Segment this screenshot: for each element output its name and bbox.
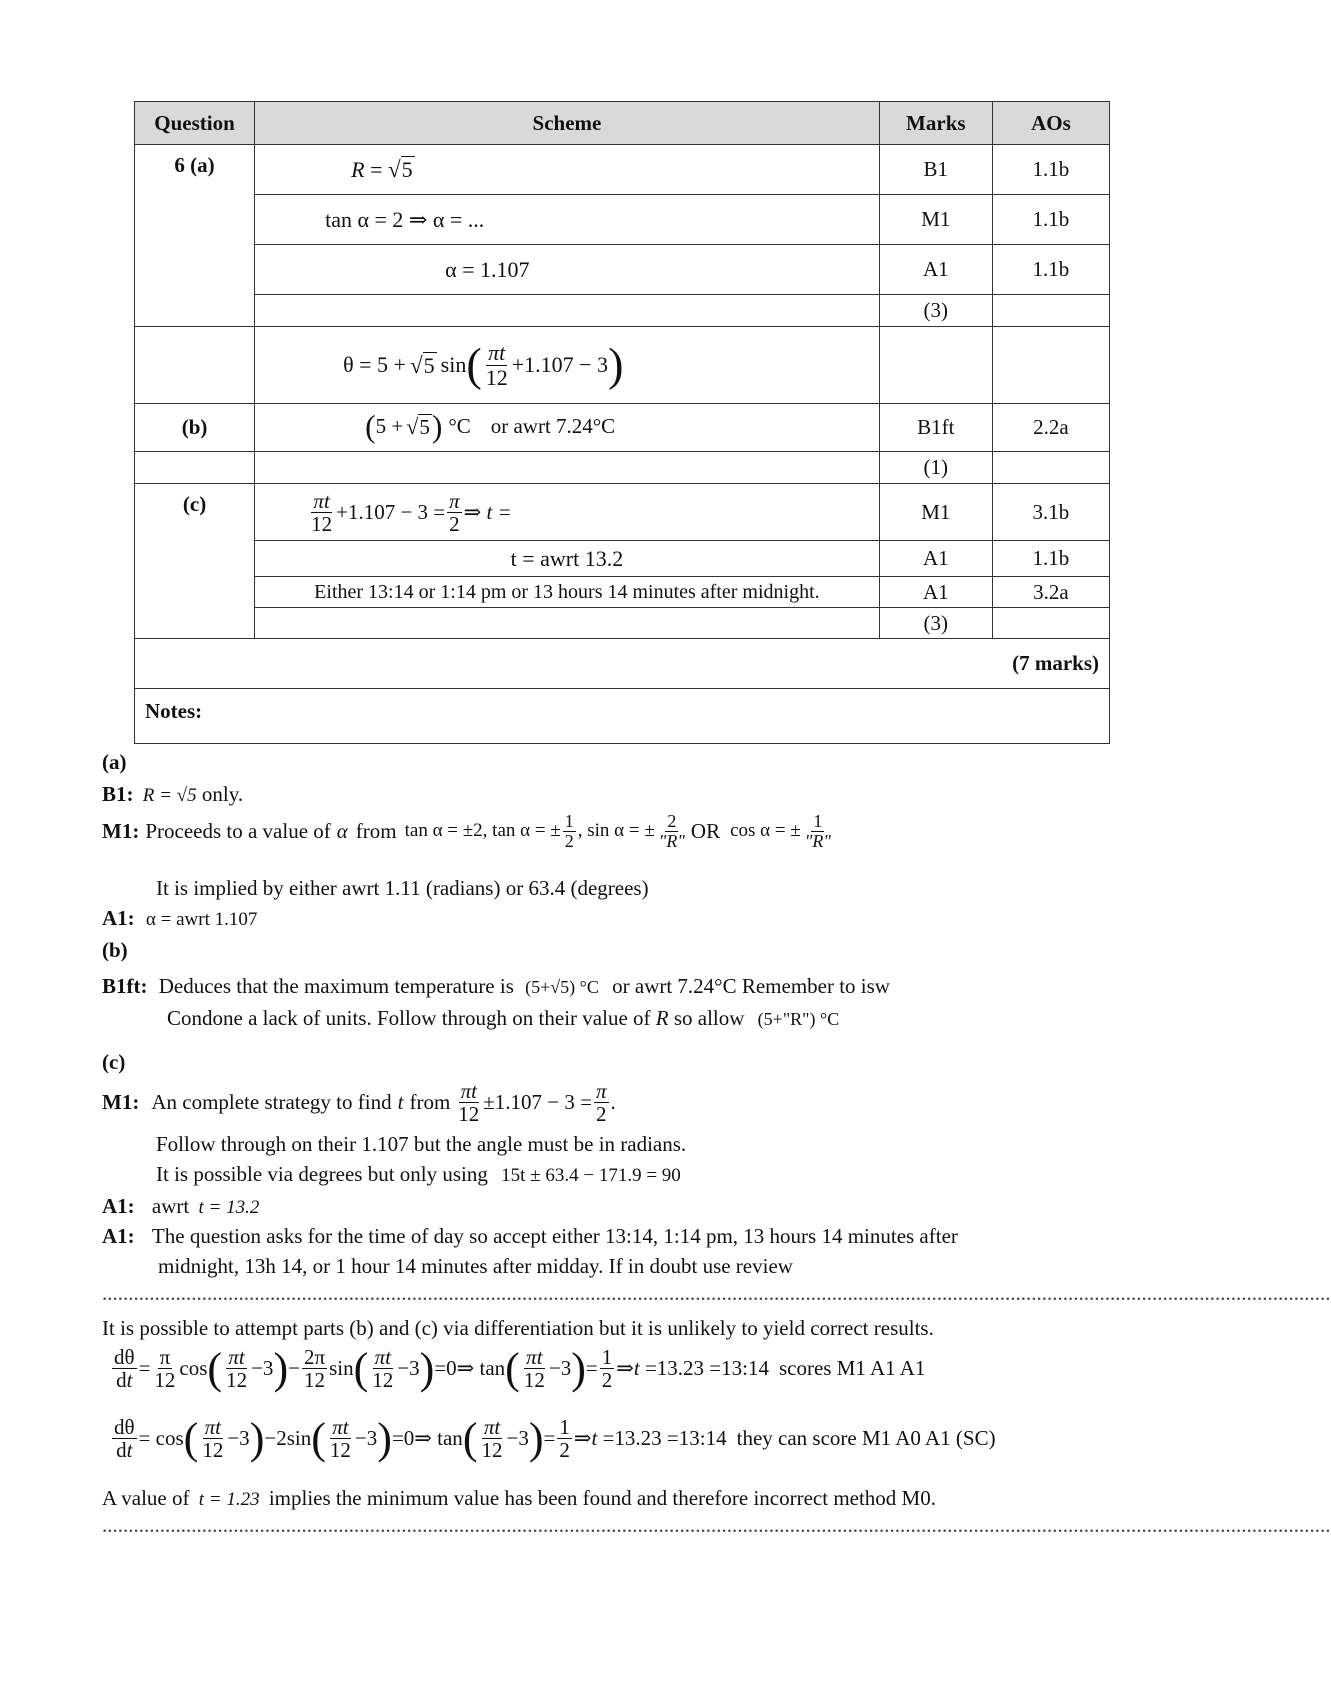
ao-3: 1.1b: [992, 245, 1109, 295]
mark-a1: A1: [879, 245, 992, 295]
scheme-tan-alpha: tan α = 2 ⇒ α = ...: [255, 195, 880, 245]
mark-a1-c2: A1: [879, 577, 992, 608]
ao-5: 3.1b: [992, 484, 1109, 541]
note-b1ft-line2: Condone a lack of units. Follow through on their value of R so allow (5+"R") °C: [167, 1006, 840, 1030]
question-6a-cell: [135, 145, 255, 327]
scheme-c-equation: $\frac{\pi t}{12}$ +1.107 − 3 = $\frac{\pi}{2}$ ⇒ t =: [255, 484, 880, 541]
question-label-b: (b): [181, 415, 208, 439]
mark-scheme-table: [134, 101, 1110, 744]
notes-heading: Notes:: [135, 689, 1110, 744]
note-c-a1: A1: awrt t = 13.2: [102, 1194, 260, 1218]
note-m1: M1: Proceeds to a value of α from tan α = ±2, tan α = ± $\frac{1}{2}$ , sin α = ± $\frac{2}{"R"}$ OR cos α = ± $\frac{1}{"R"}$: [102, 811, 831, 851]
note-diff-line2: $\frac{d\theta}{dt}$ = cos ( $\frac{\pi t}{12}$ −3 ) −2sin ( $\frac{\pi t}{12}$ −3 ) =0⇒ tan ( $\frac{\pi t}{12}$ −3 ) = $\frac{1}{2}$ ⇒t =13.23 =13:14 they can score M1 A0 A1 (SC): [114, 1413, 996, 1463]
ao-4: 2.2a: [992, 404, 1109, 452]
scheme-max-temp: ( 5 + √ 5 ) °C or awrt 7.24°C: [255, 404, 880, 452]
note-c-a1b-line2: midnight, 13h 14, or 1 hour 14 minutes after midday. If in doubt use review: [158, 1254, 793, 1278]
question-c-cell: [135, 484, 255, 639]
note-b1ft: B1ft: Deduces that the maximum temperature is (5+√5) °C or awrt 7.24°C Remember to isw: [102, 974, 890, 998]
mark-m1: M1: [879, 195, 992, 245]
question-label-6a: 6 (a): [174, 153, 215, 177]
note-c-a1b: A1: The question asks for the time of day so accept either 13:14, 1:14 pm, 13 hours 14 minutes after: [102, 1224, 958, 1248]
scheme-time-of-day: Either 13:14 or 1:14 pm or 13 hours 14 minutes after midnight.: [255, 577, 880, 608]
note-m1-implied: It is implied by either awrt 1.11 (radians) or 63.4 (degrees): [156, 876, 649, 900]
notes-b-heading: (b): [102, 938, 128, 962]
note-c-m1: M1: An complete strategy to find t from $\frac{\pi t}{12}$ ±1.107 − 3 = $\frac{\pi}{2}$ .: [102, 1079, 616, 1127]
dotted-separator-2: ..........................................................................................................................................................................................................................................: [102, 1513, 1331, 1537]
note-b1: B1: R = √5 only.: [102, 782, 244, 806]
ao-1: 1.1b: [992, 145, 1109, 195]
ao-6: 1.1b: [992, 541, 1109, 577]
note-a1: A1: α = awrt 1.107: [102, 906, 258, 930]
subtotal-c: (3): [879, 608, 992, 639]
mark-m1-c: M1: [879, 484, 992, 541]
ao-2: 1.1b: [992, 195, 1109, 245]
header-question: Question: [135, 102, 255, 145]
mark-b1ft: B1ft: [879, 404, 992, 452]
question-label-c: (c): [182, 492, 207, 516]
note-minimum: A value of t = 1.23 implies the minimum value has been found and therefore incorrect method M0.: [102, 1486, 936, 1510]
total-marks: (7 marks): [135, 639, 1110, 689]
scheme-t-value: t = awrt 13.2: [255, 541, 880, 577]
ao-7: 3.2a: [992, 577, 1109, 608]
note-c-m1-follow: Follow through on their 1.107 but the angle must be in radians.: [156, 1132, 687, 1156]
header-aos: AOs: [992, 102, 1109, 145]
header-marks: Marks: [879, 102, 992, 145]
notes-a-heading: (a): [102, 750, 127, 774]
mark-a1-c1: A1: [879, 541, 992, 577]
subtotal-a: (3): [879, 295, 992, 327]
notes-c-heading: (c): [102, 1050, 126, 1074]
scheme-r-value: R = √ 5: [255, 145, 880, 195]
dotted-separator-1: ..........................................................................................................................................................................................................................................: [102, 1281, 1331, 1305]
mark-b1: B1: [879, 145, 992, 195]
header-scheme: Scheme: [255, 102, 880, 145]
note-diff-intro: It is possible to attempt parts (b) and (c) via differentiation but it is unlikely to yield correct results.: [102, 1316, 934, 1340]
note-c-m1-degrees: It is possible via degrees but only using 15t ± 63.4 − 171.9 = 90: [156, 1162, 681, 1186]
scheme-theta-model: θ = 5 + √ 5 sin ( $\frac{\pi t}{12}$ +1.107 − 3 ): [255, 327, 880, 404]
subtotal-b: (1): [879, 452, 992, 484]
note-diff-line1: $\frac{d\theta}{dt}$ = $\frac{\pi}{12}$ cos ( $\frac{\pi t}{12}$ −3 ) − $\frac{2\pi}{12}$ sin ( $\frac{\pi t}{12}$ −3 ) =0⇒ tan ( $\frac{\pi t}{12}$ −3 ) = $\frac{1}{2}$ ⇒t =13.23 =13:14 scores M1 A1 A1: [114, 1343, 926, 1393]
scheme-alpha-value: α = 1.107: [255, 245, 880, 295]
